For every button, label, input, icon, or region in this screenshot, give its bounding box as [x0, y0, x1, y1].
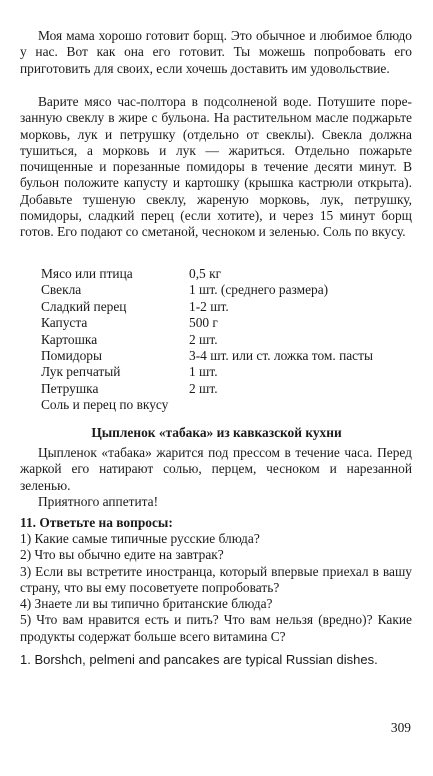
ingredient-row	[41, 381, 373, 397]
ingredient-name: Помидоры	[41, 348, 102, 364]
questions-list	[20, 531, 412, 645]
ingredient-name: Капуста	[41, 315, 88, 331]
question-item: 5) Что вам нравится есть и пить? Что вам нельзя (вредно)? Какие продукты содержат больше всего витамина С?	[20, 612, 412, 644]
wish-line: Приятного аппетита!	[38, 494, 159, 509]
ingredient-quantity: 2 шт.	[189, 380, 218, 396]
ingredient-row	[41, 299, 373, 315]
ingredient-row	[41, 397, 373, 413]
ingredient-row	[41, 282, 373, 298]
ingredient-quantity: 2 шт.	[189, 331, 218, 347]
ingredient-quantity: 1 шт. (среднего размера)	[189, 282, 329, 298]
ingredient-row	[41, 364, 373, 380]
ingredient-name: Соль и перец по вкусу	[41, 397, 169, 413]
question-item: 3) Если вы встретите иностранца, который впервые приехал в вашу страну, что вы ему посоветуете попробовать?	[20, 563, 412, 595]
ingredient-quantity: 1-2 шт.	[189, 298, 229, 314]
ingredient-name: Лук репчатый	[41, 364, 121, 380]
chicken-paragraph: Цыпленок «табака» жарится под прессом в течение часа. Перед жаркой его натирают солью, перцем, чесноком и нарезанной зеленью.	[20, 445, 412, 493]
ingredient-name: Мясо или птица	[41, 266, 133, 281]
ingredient-row	[41, 332, 373, 348]
ingredients-list	[41, 266, 373, 414]
answer-line: 1. Borshch, pelmeni and pancakes are typical Russian dishes.	[20, 652, 378, 667]
section-heading: Цыпленок «табака» из кавказской кухни	[91, 425, 342, 440]
question-item: 4) Знаете ли вы типично британские блюда?	[20, 596, 273, 612]
ingredient-row	[41, 315, 373, 331]
ingredient-quantity: 0,5 кг	[189, 266, 222, 281]
task-title: 11. Ответьте на вопросы:	[20, 515, 173, 530]
ingredient-name: Петрушка	[41, 380, 99, 396]
page-number: 309	[390, 720, 411, 735]
intro-paragraph: Моя мама хорошо готовит борщ. Это обычное и любимое блюдо у нас. Вот как она его готовит. Ты можешь попробовать его приготовить для своих, если хочешь доставить им удовольствие.	[20, 28, 412, 76]
question-item: 2) Что вы обычно едите на завтрак?	[20, 547, 224, 563]
ingredient-row	[41, 348, 373, 364]
ingredient-name: Картошка	[41, 331, 98, 347]
ingredient-quantity: 1 шт.	[189, 364, 218, 380]
ingredient-name: Сладкий перец	[41, 298, 127, 314]
question-item: 1) Какие самые типичные русские блюда?	[20, 531, 260, 546]
ingredient-quantity: 3-4 шт. или ст. ложка том. пасты	[189, 348, 373, 364]
ingredient-name: Свекла	[41, 282, 82, 298]
ingredient-row	[41, 266, 373, 282]
recipe-paragraph: Варите мясо час-полтора в подсолненой воде. Потушите порезанную свеклу в жире с бульона. На растительном масле поджарьте морковь, лук и петрушку (отдельно от свеклы). Свекла должна тушиться, а морковь и лук — жариться. Отдельно пожарьте почищенные и порезанные помидоры в течение десяти минут. В бульон положите капусту и картошку (крышка кастрюли открыта). Добавьте тушеную свеклу, жареную морковь, лук, петрушку, помидоры, сладкий перец (если хотите), и через 15 минут борщ готов. Его подают со сметаной, чесноком и зеленью. Соль по вкусу.	[20, 94, 412, 240]
ingredient-quantity: 500 г	[189, 315, 218, 331]
